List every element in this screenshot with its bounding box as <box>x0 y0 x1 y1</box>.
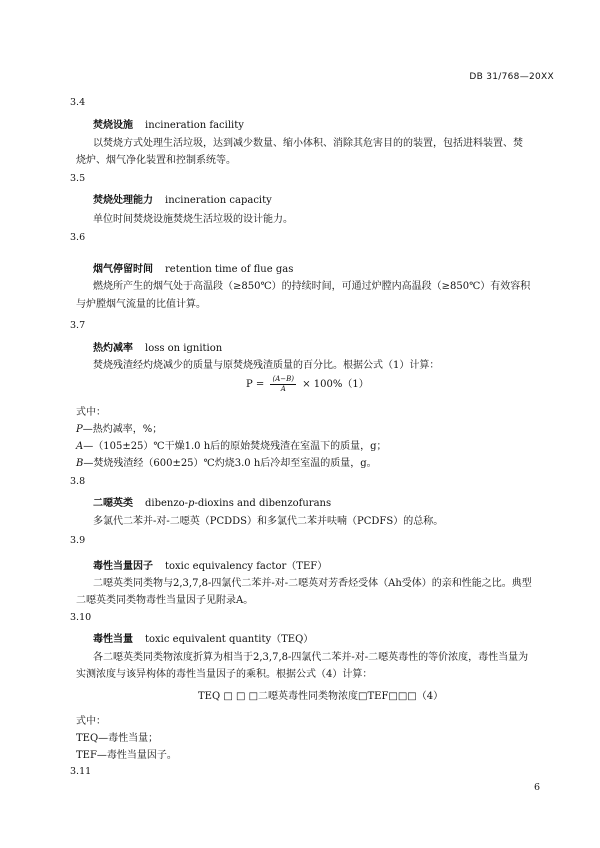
document-id: DB 31/768—20XX <box>469 72 554 82</box>
section-number: 3.5 <box>70 173 86 184</box>
formula-lhs: P = <box>246 379 265 390</box>
term-zh: 二噁英类 <box>93 498 133 509</box>
variable-text: —（105±25）℃干燥1.0 h后的原始焚烧残渣在室温下的质量，g； <box>83 441 387 452</box>
definition-line: 燃烧所产生的烟气处于高温段（≥850℃）的持续时间，可通过炉膛内高温段（≥850℃）有效容积 <box>93 281 531 292</box>
definition-line: 各二噁英类同类物浓度折算为相当于2,3,7,8-四氯代二苯并-对-二噁英毒性的等价浓度，毒性当量为 <box>93 652 529 663</box>
term-en: loss on ignition <box>145 343 223 354</box>
variable-text: —焚烧残渣经（600±25）℃灼烧3.0 h后冷却至室温的质量，g。 <box>83 458 377 469</box>
variable-text: —热灼减率，%； <box>82 424 163 435</box>
definition-line: 与炉膛烟气流量的比值计算。 <box>76 299 206 310</box>
term-en: incineration capacity <box>165 195 272 206</box>
definition-line: 二噁英类同类物毒性当量因子见附录A。 <box>76 595 254 606</box>
section-number: 3.11 <box>70 766 92 777</box>
term-heading <box>93 260 293 275</box>
formula-fraction <box>270 375 296 394</box>
section-number: 3.8 <box>70 476 86 487</box>
variable-symbol: A <box>76 441 84 452</box>
formula-rhs: × 100%（1） <box>302 379 369 390</box>
term-zh: 毒性当量因子 <box>93 561 153 572</box>
term-zh: 焚烧设施 <box>93 120 133 131</box>
term-heading <box>93 191 272 206</box>
term-en: -dioxins and dibenzofurans <box>194 498 332 509</box>
formula-loss-on-ignition <box>246 375 369 394</box>
where-label: 式中： <box>76 407 106 418</box>
section-number: 3.9 <box>70 535 86 546</box>
variable-definition: TEF—毒性当量因子。 <box>76 750 177 761</box>
section-number: 3.6 <box>70 232 86 243</box>
definition-line: 实测浓度与该异构体的毒性当量因子的乘积。根据公式（4）计算： <box>76 669 373 680</box>
term-zh: 毒性当量 <box>93 634 133 645</box>
definition-line: 单位时间焚烧设施焚烧生活垃圾的设计能力。 <box>93 214 293 225</box>
definition-line: 二噁英类同类物与2,3,7,8-四氯代二苯并-对-二噁英对芳香烃受体（Ah受体）的亲和性能之比。典型 <box>93 578 532 589</box>
term-en: toxic equivalent quantity（TEQ） <box>145 634 314 645</box>
term-heading <box>93 630 313 645</box>
section-number: 3.4 <box>70 97 86 108</box>
term-en: retention time of flue gas <box>165 264 294 275</box>
formula-denominator: A <box>280 385 286 393</box>
page-number: 6 <box>533 782 540 793</box>
term-en: incineration facility <box>145 120 244 131</box>
term-en: toxic equivalency factor（TEF） <box>165 561 328 572</box>
term-heading <box>93 339 222 354</box>
section-number: 3.10 <box>70 612 92 623</box>
term-en: dibenzo- <box>145 498 189 509</box>
formula-toxic-equivalent: TEQ □ □ □二噁英毒性同类物浓度□TEF□□□（4） <box>198 691 444 702</box>
term-heading <box>93 494 331 509</box>
term-heading <box>93 116 244 131</box>
definition-line: 焚烧残渣经灼烧减少的质量与原焚烧残渣质量的百分比。根据公式（1）计算： <box>93 360 440 371</box>
term-zh: 烟气停留时间 <box>93 264 153 275</box>
term-heading <box>93 557 327 572</box>
term-zh: 热灼减率 <box>93 343 133 354</box>
variable-definition <box>76 454 377 469</box>
where-label: 式中： <box>76 716 106 727</box>
term-zh: 焚烧处理能力 <box>93 195 153 206</box>
variable-symbol: P <box>76 424 83 435</box>
variable-definition <box>76 437 387 452</box>
term-en-italic: p <box>188 498 195 509</box>
definition-line: 以焚烧方式处理生活垃圾，达到减少数量、缩小体积、消除其危害目的的装置，包括进料装置、焚 <box>93 138 523 149</box>
definition-line: 多氯代二苯并-对-二噁英（PCDDS）和多氯代二苯并呋喃（PCDFS）的总称。 <box>93 516 444 527</box>
variable-definition <box>76 420 162 435</box>
definition-line: 烧炉、烟气净化装置和控制系统等。 <box>76 155 236 166</box>
variable-definition: TEQ—毒性当量； <box>76 733 159 744</box>
formula-numerator: (A−B) <box>272 375 295 383</box>
variable-symbol: B <box>76 458 84 469</box>
section-number: 3.7 <box>70 320 86 331</box>
